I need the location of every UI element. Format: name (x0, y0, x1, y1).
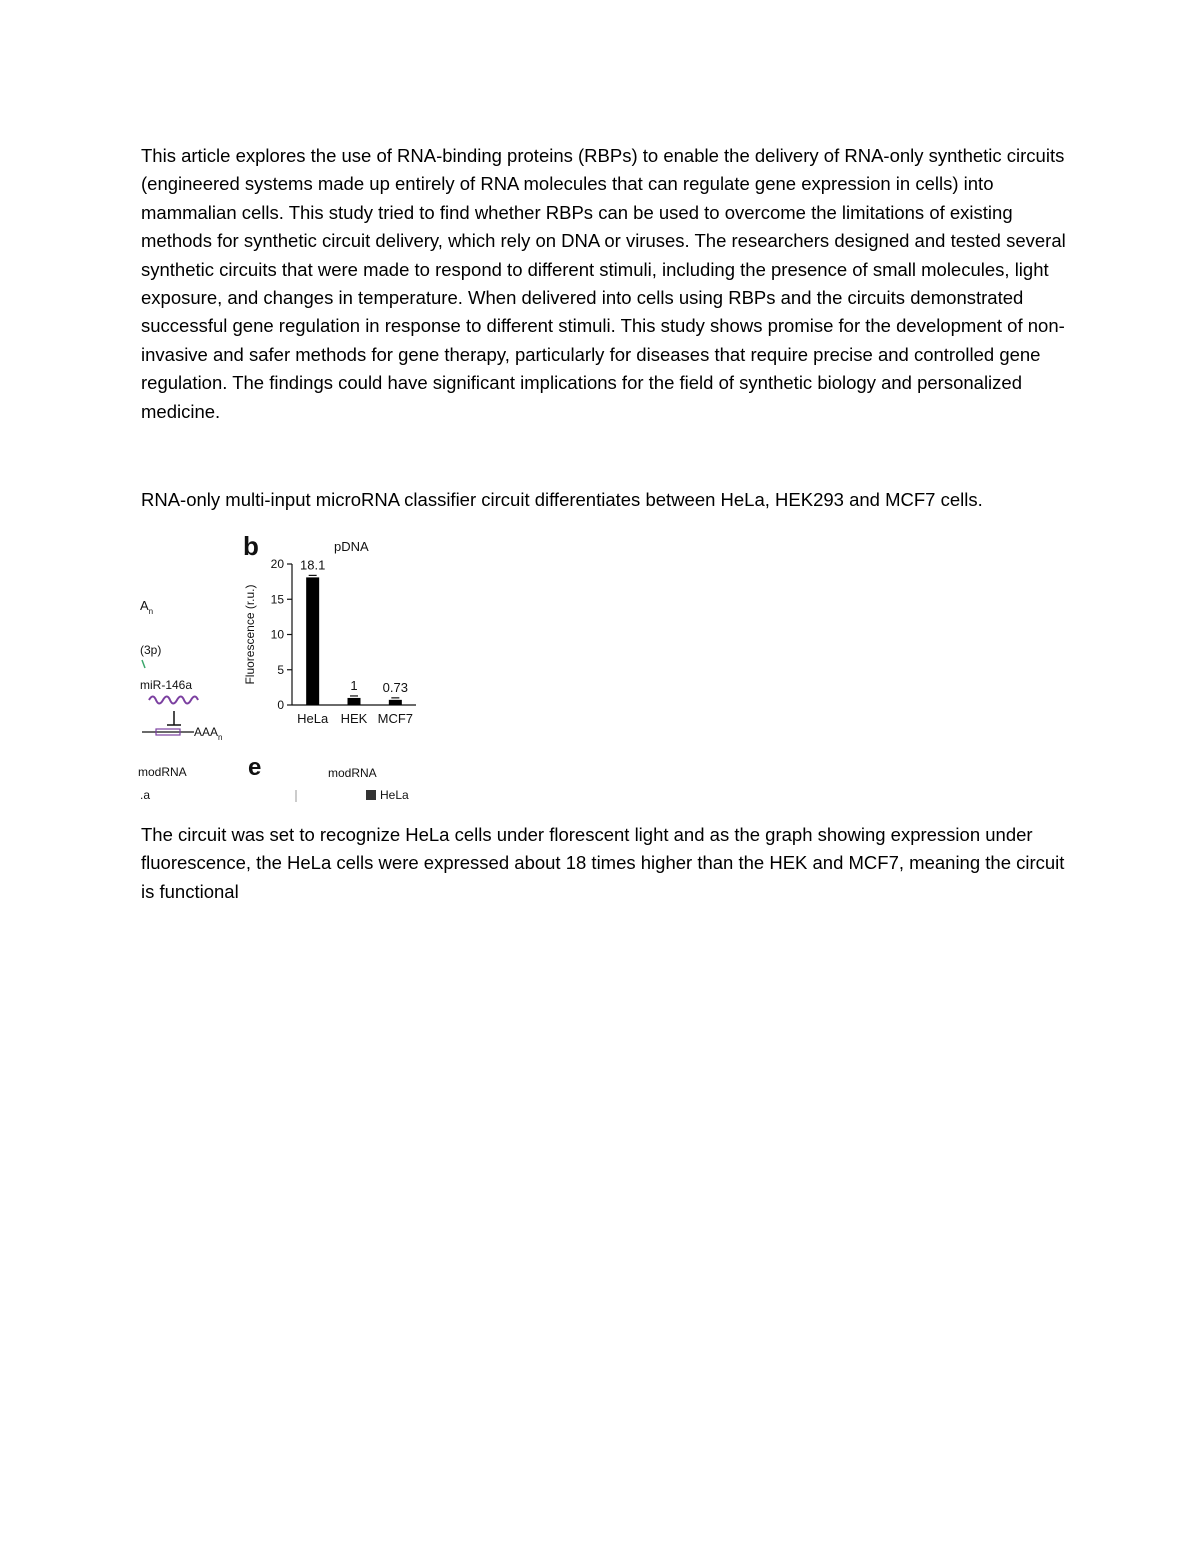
figure-caption: RNA-only multi-input microRNA classifier circuit differentiates between HeLa, HEK293 and MCF7 cells. (141, 489, 983, 510)
y-tick-label: 10 (270, 627, 284, 642)
value-label-hela: 18.1 (300, 557, 326, 573)
chart-title: pDNA (334, 539, 369, 554)
green-tick-icon (142, 660, 145, 668)
y-tick-label: 15 (270, 592, 284, 607)
y-tick-label: 5 (277, 662, 284, 677)
fragment-la: .a (140, 788, 151, 802)
bar-hela (306, 577, 319, 705)
conclusion-paragraph: The circuit was set to recognize HeLa cells under florescent light and as the graph showing expression under fluorescence, the HeLa cells were expressed about 18 times higher than the HEK and MCF7, meaning the circuit is functional (141, 824, 1065, 902)
panel-b-letter: b (243, 531, 259, 561)
y-tick-label: 20 (270, 557, 284, 571)
y-axis-label: Fluorescence (r.u.) (243, 584, 257, 685)
legend-label-hela: HeLa (380, 788, 409, 802)
figure-svg (136, 527, 426, 812)
legend-swatch-hela (366, 790, 376, 800)
bar-chart (243, 539, 416, 726)
fragment-modrna-right: modRNA (328, 766, 377, 780)
category-label-hela: HeLa (297, 711, 329, 726)
fragment-aaa: $AAA_n$ (194, 725, 223, 742)
mirna-wave-icon (149, 697, 198, 704)
bar-mcf7 (389, 700, 402, 705)
fragment-3p: (3p) (140, 643, 162, 657)
bar-hek (348, 698, 361, 705)
fragment-a: $A_n$ (140, 598, 154, 616)
category-label-mcf7: MCF7 (377, 711, 414, 726)
value-label-hek: 1 (350, 677, 358, 693)
fragment-mir146a: miR-146a (140, 678, 193, 692)
figure-image (136, 527, 426, 812)
panel-e-letter: e (248, 754, 262, 781)
intro-paragraph: This article explores the use of RNA-binding proteins (RBPs) to enable the delivery of RNA-only synthetic circuits (engineered systems made up entirely of RNA molecules that can regulate gene expression in cells) into mammalian cells. This study tried to find whether RBPs can be used to overcome the limitations of existing methods for synthetic circuit delivery, which rely on DNA or viruses. The researchers designed and tested several synthetic circuits that were made to respond to different stimuli, including the presence of small molecules, light exposure, and changes in temperature. When delivered into cells using RBPs and the circuits demonstrated successful gene regulation in response to different stimuli. This study shows promise for the development of non-invasive and safer methods for gene therapy, particularly for diseases that require precise and controlled gene regulation. The findings could have significant implications for the field of synthetic biology and personalized medicine. (141, 145, 1066, 422)
category-label-hek: HEK (340, 711, 368, 726)
value-label-mcf7: 0.73 (382, 679, 408, 695)
fragment-modrna-left: modRNA (138, 765, 187, 779)
y-tick-label: 0 (277, 698, 284, 712)
